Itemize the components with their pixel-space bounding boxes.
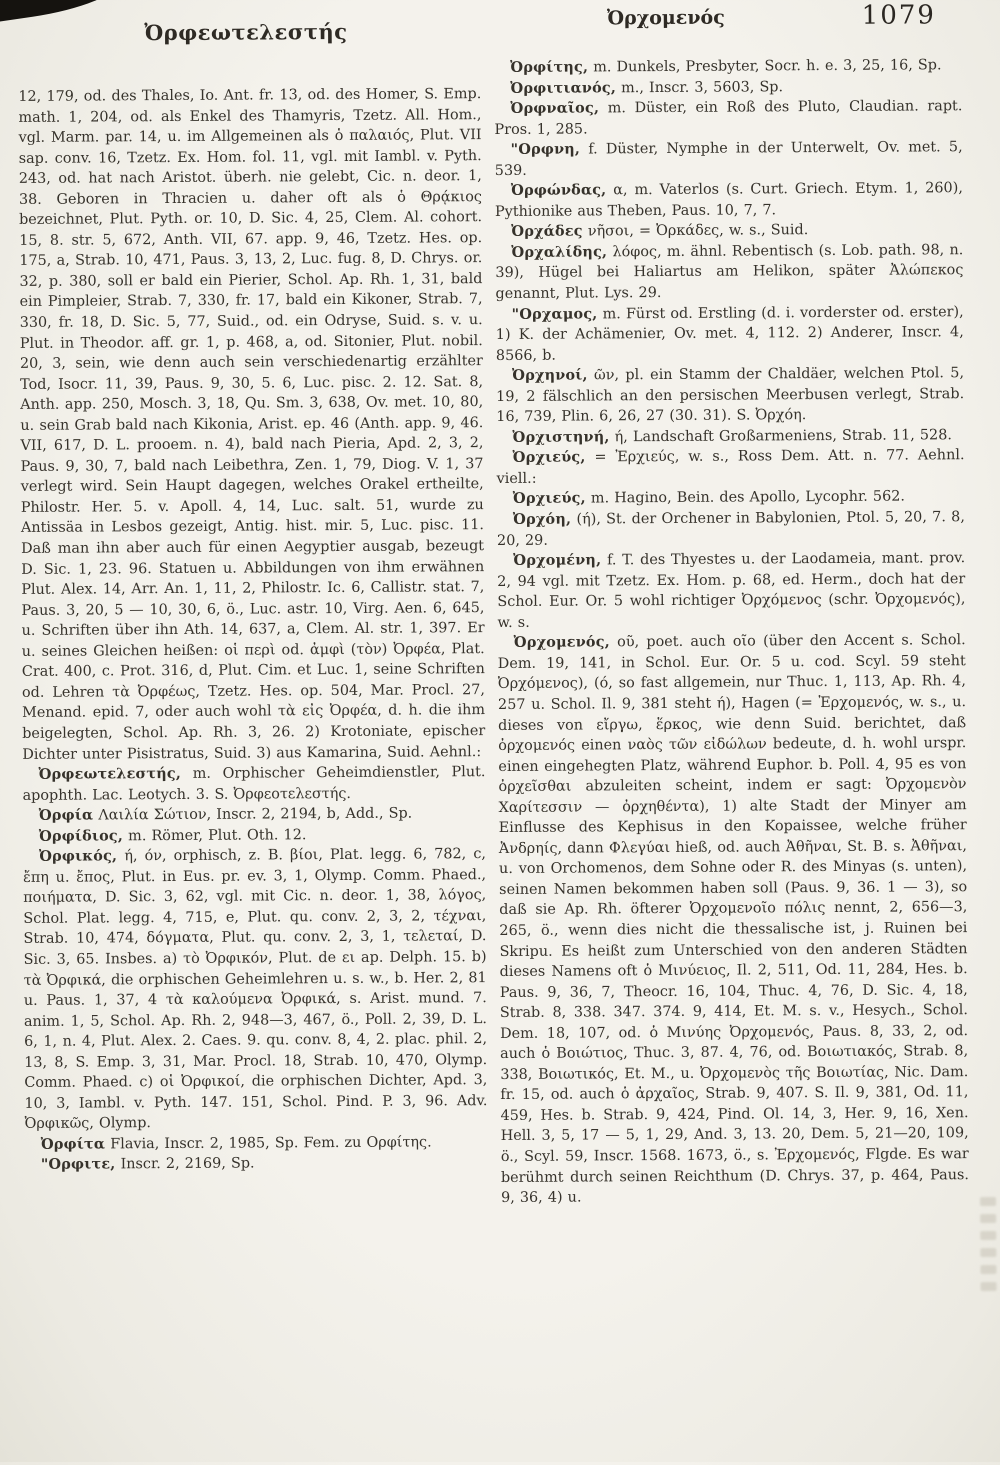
entry-headword: Ὀρχιεύς, xyxy=(512,489,586,508)
entry-headword: "Ορχαμος, xyxy=(511,304,598,323)
entry-orphita xyxy=(25,1132,488,1155)
entry-orchieus-2 xyxy=(497,487,965,510)
entry-body: (ή), St. der Orchener in Babylonien, Ptol. 5, 20, 7. 8, 20, 29. xyxy=(496,509,965,549)
entry-orchistene xyxy=(496,425,964,448)
entry-body: m. Römer, Plut. Oth. 12. xyxy=(123,826,307,844)
entry-headword: Ὀρχαλίδης, xyxy=(511,243,608,261)
entry-body: Λαιλία Σώτιον, Inscr. 2, 2194, b, Add., Sp. xyxy=(93,805,413,824)
entry-body: f. Düster, Nymphe in der Unterwelt, Ov. met. 5, 539. xyxy=(494,139,963,179)
entry-orphondas xyxy=(495,178,963,222)
entry-headword: "Ορφιτε, xyxy=(40,1155,116,1174)
entry-orchamos xyxy=(496,302,964,366)
running-head-left: Ὀρφεωτελεστής xyxy=(144,18,348,46)
entry-headword: Ὀρχομενός, xyxy=(513,633,610,652)
entry-body: 12, 179, od. des Thales, Io. Ant. fr. 13, od. des Homer, S. Emp. math. 1, 204, od. als Enkel des Thamyris, Tzetz. All. Hom., vgl. Marm. par. 14, u. im Allgemeinen als ὁ παλαιός, Plut. VII sap. conv. 16, Tzetz. Ex. Hom. fol. 11, vgl. mit Iambl. v. Pyth. 243, od. hat nach Aristot. überh. nie gelebt, Cic. n. deor. 1, 38. Geboren in Thracien u. daher oft als ὁ Θρᾴκιος bezeichnet, Plut. Pyth. or. 10, D. Sic. 4, 25, Clem. Al. cohort. 15, 8. str. 5, 672, Anth. VII, 67. app. 9, 46, Tzetz. Hes. op. 175, a, Strab. 10, 471, Paus. 3, 13, 2, Luc. fug. 8, D. Chrys. or. 32, p. 380, soll er bald ein Pierier, Schol. Ap. Rh. 1, 31, bald ein Pimpleier, Strab. 7, 330, fr. 17, bald ein Kikoner, Strab. 7, 330, fr. 18, D. Sic. 5, 77, Suid., od. ein Odryse, Suid. s. v. u. Plut. in Theodor. aff. gr. 1, p. 468, a, od. Sitonier, Plut. nobil. 20, 3, sein, wie denn auch sein verschiedenartig erzählter Tod, Isocr. 11, 39, Paus. 9, 30, 5. 6, Luc. pisc. 2. 12. Sat. 8, Anth. app. 250, Mosch. 3, 18, Qu. Sm. 3, 638, Ov. met. 10, 80, u. sein Grab bald nach Kikonia, Arist. ep. 46 (Anth. app. 9, 46. VII, 617, D. L. prooem. n. 4), bald nach Pieria, Apd. 2, 3, 2, Paus. 9, 30, 7, bald nach Leibethra, Zen. 1, 79, Diog. V. 1, 37 verlegt wird. Sein Haupt dagegen, welches Orakel ertheilte, Philostr. Her. 5. v. Apoll. 4, 14, Luc. salt. 51, wurde zu Antissäa in Lesbos gezeigt, Antig. hist. mir. 5, Luc. pisc. 11. Daß man ihn aber auch für einen Aegyptier ausgab, bezeugt D. Sic. 1, 23. 96. Statuen u. Abbildungen von ihm erwähnen Plut. Alex. 14, Arr. An. 1, 11, 2, Philostr. Ic. 6, Callistr. stat. 7, Paus. 3, 20, 5 — 10, 30, 6, ö., Luc. astr. 10, Virg. Aen. 6, 645, u. Schriften über ihn Ath. 14, 637, a, Clem. Al. str. 1, 397. Er u. seines Gleichen heißen: οἱ περὶ od. ἀμφὶ (τὸν) Ὀρφέα, Plat. Crat. 400, c. Prot. 316, d, Plut. Cim. et Luc. 1, seine Schriften od. Lehren τὰ Ὀρφέως, Tzetz. Hes. op. 504, Mar. Procl. 27, Menand. epid. 7, oder auch wohl τὰ εἰς Ὀρφέα, d. h. die ihm beigelegten, Schol. Ap. Rh. 3, 26. 2) Krotoniate, epischer Dichter unter Pisistratus, Suid. 3) aus Kamarina, Suid. Aehnl.: xyxy=(18,86,486,763)
right-column xyxy=(494,55,971,1454)
entry-body: α, m. Vaterlos (s. Curt. Griech. Etym. 1, 260), Pythionike aus Theben, Paus. 10, 7, 7. xyxy=(494,180,963,220)
entry-body: ή, όν, orphisch, z. B. βίοι, Plat. legg. 6, 782, c, ἔπη u. ἔπος, Plut. in Eus. pr. ev. 3, 1, Olymp. Comm. Phaed., ποιήματα, D. Sic. 3, 62, vgl. mit Cic. n. deor. 1, 38, λόγος, Schol. Plat. legg. 4, 715, e, Plut. qu. conv. 2, 3, 2, τέχναι, Strab. 10, 474, δόγματα, Plut. qu. conv. 2, 3, 1, τελεταί, D. Sic. 3, 65. Insbes. a) τὸ Ὀρφικόν, Plut. de ει ap. Delph. 15. b) τὰ Ὀρφικά, die orphischen Geheimlehren u. s. w., b. Her. 2, 81 u. Paus. 1, 37, 4 τὰ καλούμενα Ὀρφικά, s. Arist. mund. 7. anim. 1, 5, Schol. Ap. Rh. 2, 948—3, 467, ö., Poll. 2, 39, D. L. 6, 1, n. 4, Plut. Alex. 2. Caes. 9. qu. conv. 8, 4, 2. plac. phil. 2, 13, 8, S. Emp. 3, 31, Mar. Procl. 18, Strab. 10, 470, Olymp. Comm. Phaed. c) οἱ Ὀρφικοί, die orphischen Dichter, Apd. 3, 10, 3, Iambl. v. Pyth. 147. 151, Schol. Pind. P. 3, 96. Adv. Ὀρφικῶς, Olymp. xyxy=(23,846,488,1133)
entry-headword: Ὀρφναῖος, xyxy=(510,99,600,118)
entry-headword: Ὀρφώνδας, xyxy=(510,181,607,200)
entry-headword: Ὀρφίτα xyxy=(40,1135,106,1153)
entry-orphikos xyxy=(23,844,488,1134)
left-column xyxy=(18,84,489,1457)
entry-headword: Ὀρφιτιανός, xyxy=(510,78,617,97)
entry-headword: Ὀρχιστηνή, xyxy=(512,428,610,446)
page-number: 1079 xyxy=(861,0,936,31)
entry-orchoe xyxy=(497,507,965,551)
entry-orphne xyxy=(495,137,963,181)
entry-body: Flavia, Inscr. 2, 1985, Sp. Fem. zu Ορφίτης. xyxy=(105,1134,432,1153)
entry-orchomene xyxy=(497,548,965,633)
entry-body: m. Orphischer Geheimdienstler, Plut. apophth. Lac. Leotych. 3. S. Ὀρφεοτελεστής. xyxy=(22,764,486,804)
entry-headword: Ὀρχόη, xyxy=(512,510,572,528)
entry-body: m. Dunkels, Presbyter, Socr. h. e. 3, 25, 16, Sp. xyxy=(588,57,942,76)
entry-headword: Ὀρχάδες xyxy=(511,222,583,241)
entry-orchades xyxy=(495,220,963,243)
entry-body: νῆσοι, = Ὀρκάδες, w. s., Suid. xyxy=(582,222,809,240)
entry-body: ῶν, pl. ein Stamm der Chaldäer, welchen Ptol. 5, 19, 2 fälschlich an den persischen Meerbusen verlegt, Strab. 16, 739, Plin. 6, 26, 27 (30. 31). S. Ὀρχόη. xyxy=(496,365,965,426)
entry-orphnaios xyxy=(494,96,962,140)
entry-headword: Ὀρχιεύς, xyxy=(512,448,586,467)
entry-orphia xyxy=(23,803,486,826)
entry-body: m. Hagino, Bein. des Apollo, Lycophr. 562. xyxy=(585,489,905,507)
entry-body: = Ἐρχιεύς, w. s., Ross Dem. Att. n. 77. Aehnl. viell.: xyxy=(496,447,965,487)
entry-orphites xyxy=(494,55,962,78)
entry-body: m. Düster, ein Roß des Pluto, Claudian. rapt. Pros. 1, 285. xyxy=(494,98,963,138)
entry-body: Inscr. 2, 2169, Sp. xyxy=(115,1155,255,1173)
entry-body: οῦ, poet. auch οῖο (über den Accent s. Schol. Dem. 19, 141, in Schol. Eur. Or. 5 u. cod. Scyl. 59 steht Ὀρχόμενος), (ό, so fast allgemein, nur Thuc. 1, 113, Ap. Rh. 4, 257 u. Schol. Il. 9, 381 steht ή), Hagen (= Ἐρχομενός, w. s., u. dieses von εἴργω, ἕρκος, wie denn Suid. berichtet, daß ὀρχομενός einen ναὸς τῶν εἰδώλων bedeute, d. h. wohl urspr. einen eingehegten Platz, während Euphor. b. Poll. 4, 95 es von ὀρχεῖσθαι abzuleiten scheint, indem er sagt: Ὀρχομενὸν Χαρίτεσσιν — ὀρχηθέντα), 1) alte Stadt der Minyer am Einflusse des Kephisus in den Kopaissee, welche früher Ἀνδρηίς, dann Φλεγύαι hieß, od. auch Ἀθῆναι, St. B. s. Ἀθῆναι, u. von Orchomenos, dem Sohne oder R. des Minyas (s. unten), seinen Namen bekommen haben soll (Paus. 9, 36. 1 — 3), so daß sie Ap. Rh. öfterer Ὀρχομενοῖο πόλις nennt, 2, 656—3, 265, ö., wenn dies nicht die thessalische ist, j. Ruinen bei Skripu. Es heißt zum Unterschied von den anderen Städten dieses Namens oft ὁ Μινύειος, Il. 2, 511, Od. 11, 284, Hes. b. Paus. 9, 36, 7, Theocr. 16, 104, Thuc. 4, 76, D. Sic. 4, 18, Strab. 8, 338. 347. 374. 9, 414, Et. M. s. v., Hesych., Schol. Dem. 18, 107, od. ὁ Μινύης Ὀρχομενός, Paus. 8, 33, 2, od. auch ὁ Βοιώτιος, Thuc. 3, 87. 4, 76, od. Βοιωτιακός, Strab. 8, 338, Βοιωτικός, Et. M., u. Ὀρχομενὸς τῆς Βοιωτίας, Nic. Dam. fr. 15, od. auch ὁ ἀρχαῖος, Strab. 9, 407. S. Il. 9, 381, Od. 11, 459, Hes. b. Strab. 9, 424, Pind. Ol. 14, 3, Her. 9, 16, Xen. Hell. 3, 5, 17 — 5, 1, 29, And. 3, 13. 20, Dem. 5, 21—20, 109, ö., Scyl. 59, Inscr. 1568. 1673, ö., s. Ἐρχομενός, Flgde. Es war berühmt durch seinen Reichthum (D. Chrys. 37, p. 464, Paus. 9, 36, 4) u. xyxy=(497,632,969,1207)
entry-headword: Ὀρφία xyxy=(38,806,94,824)
entry-continuation-orpheus xyxy=(18,84,485,765)
running-head-right: Ὀρχομενός xyxy=(606,6,725,30)
entry-body: m. Fürst od. Erstling (d. i. vorderster od. erster), 1) K. der Achämenier, Ov. met. 4, 112. 2) Anderer, Inscr. 4, 8566, b. xyxy=(495,303,964,364)
entry-orchieus-1 xyxy=(496,446,964,490)
entry-headword: Ὀρφικός, xyxy=(38,847,118,866)
entry-orphidios xyxy=(23,824,486,847)
entry-orphitianos xyxy=(494,76,962,99)
entry-body: m., Inscr. 3, 5603, Sp. xyxy=(616,78,784,96)
entry-orphite xyxy=(25,1153,488,1176)
entry-orchalides xyxy=(495,240,963,304)
entry-headword: Ὀρφίδιος, xyxy=(38,826,124,845)
entry-headword: "Ορφνη, xyxy=(510,140,581,159)
page-bleedthrough-marks xyxy=(975,1189,1000,1339)
entry-body: f. T. des Thyestes u. der Laodameia, mant. prov. 2, 94 vgl. mit Tzetz. Ex. Hom. p. 68, ed. Herm., doch hat der Schol. Eur. Or. 5 wohl richtiger Ὀρχόμενος (schr. Ὀρχομενός), w. s. xyxy=(497,550,966,631)
entry-orchomenos xyxy=(498,630,970,1208)
entry-body: λόφος, m. ähnl. Rebentisch (s. Lob. path. 98, n. 39), Hügel bei Haliartus am Helikon, später Ἀλώπεκος genannt, Plut. Lys. 29. xyxy=(495,242,964,303)
entry-headword: Ὀρχηνοί, xyxy=(511,366,588,385)
entry-headword: Ὀρχομένη, xyxy=(513,551,602,570)
entry-headword: Ὀρφίτης, xyxy=(510,58,589,76)
entry-body: ή, Landschaft Großarmeniens, Strab. 11, 528. xyxy=(609,427,952,446)
entry-orpheotelestes xyxy=(22,762,485,806)
entry-headword: Ὀρφεωτελεστής, xyxy=(38,764,182,783)
entry-orchenoi xyxy=(496,363,964,427)
